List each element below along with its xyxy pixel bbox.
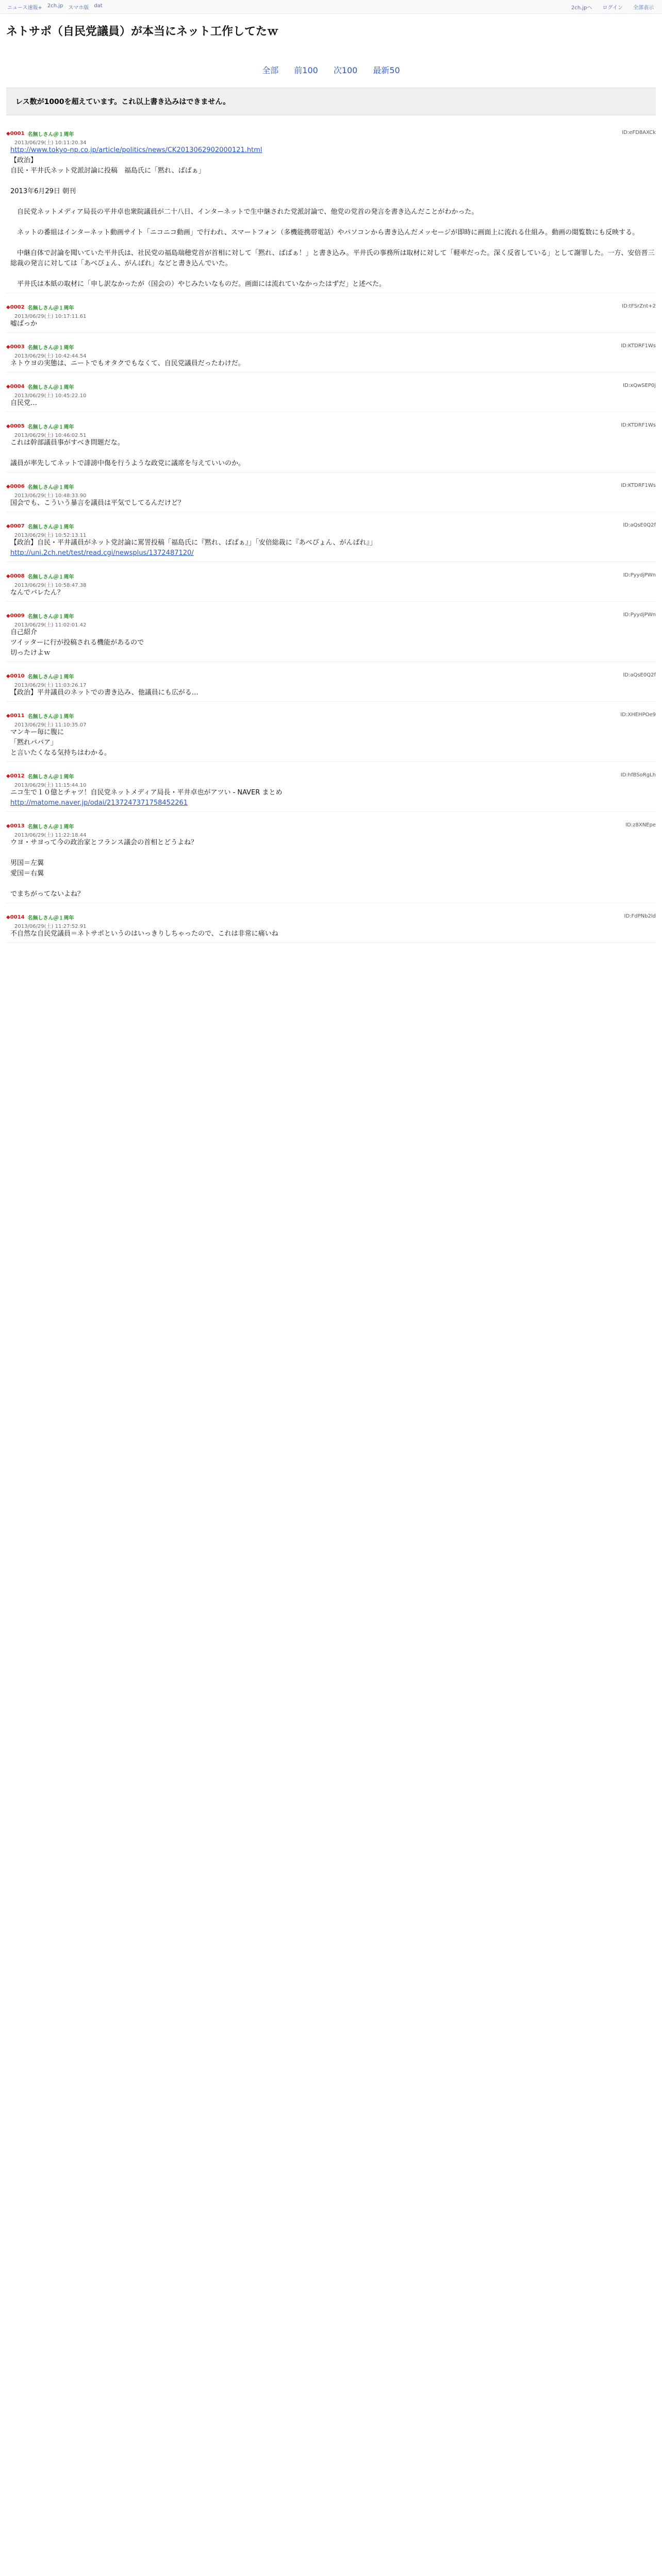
post-number[interactable]: ◆0012 <box>6 773 25 779</box>
post-header <box>6 382 656 391</box>
nav-all[interactable]: 全部 <box>262 65 279 75</box>
post-date: 2013/06/29(土) 10:45:22.10 <box>14 393 87 399</box>
post <box>6 342 656 372</box>
post-body: これは幹部議員事がすべき問題だな。 議員が率先してネットで誹謗中傷を行うような政党に議席を与えていいのか。 <box>10 439 245 467</box>
post-number[interactable]: ◆0005 <box>6 423 25 429</box>
poster-name: 名無しさん＠１周年 <box>27 345 74 351</box>
post <box>6 129 656 293</box>
post-number[interactable]: ◆0002 <box>6 304 25 310</box>
post-number[interactable]: ◆0004 <box>6 383 25 389</box>
post-number[interactable]: ◆0009 <box>6 613 25 619</box>
post-number[interactable]: ◆0003 <box>6 344 25 350</box>
poster-id[interactable]: ID:KTDRF1Ws <box>621 343 656 349</box>
post-date: 2013/06/29(土) 10:52:13.11 <box>14 533 87 538</box>
post-separator <box>6 601 656 602</box>
poster-name: 名無しさん＠１周年 <box>27 614 74 620</box>
top-right-link[interactable]: ログイン <box>602 5 623 11</box>
poster-id[interactable]: ID:PyydjPWn <box>623 612 656 618</box>
top-bar <box>0 0 662 14</box>
post-number[interactable]: ◆0007 <box>6 523 25 529</box>
post <box>6 382 656 412</box>
top-links <box>0 3 103 11</box>
post-header <box>6 482 656 491</box>
post-link[interactable]: http://uni.2ch.net/test/read.cgi/newsplus/1372487120/ <box>10 549 194 557</box>
post <box>6 482 656 512</box>
post-header <box>6 571 656 581</box>
top-link[interactable]: ニュース速報+ <box>7 5 42 11</box>
post-number[interactable]: ◆0010 <box>6 673 25 679</box>
poster-id[interactable]: ID:KTDRF1Ws <box>621 422 656 428</box>
poster-id[interactable]: ID:hfBSoRgLh <box>620 772 656 778</box>
post-body: 自己紹介 ツイッターに行が投稿される機能があるので 切ったけよｗ <box>10 629 144 657</box>
post-body: ネトウヨの実態は、ニートでもオタクでもなくて、自民党議員だったわけだ。 <box>10 360 245 367</box>
poster-name: 名無しさん＠１周年 <box>27 305 74 311</box>
post-number[interactable]: ◆0006 <box>6 483 25 489</box>
post-date: 2013/06/29(土) 11:02:01.42 <box>14 622 87 628</box>
post-link[interactable]: http://www.tokyo-np.co.jp/article/politics/news/CK2013062902000121.html <box>10 146 262 154</box>
post-body: 【政治】自民・平井議員がネット党討論に罵詈投稿「福島氏に『黙れ、ばばぁ』」「安倍総裁に『あべぴょん、がんばれ』」 http://uni.2ch.net/test/read.cgi/newsplus/1372487120/ <box>10 539 377 557</box>
post-separator <box>6 761 656 762</box>
post-body: http://www.tokyo-np.co.jp/article/politics/news/CK2013062902000121.html 【政治】 自民・平井氏ネット党派討論に投稿 福島氏に「黙れ、ばばぁ」 2013年6月29日 朝刊 自民党ネットメディア局長の平井卓也衆院議員が二十八日、インターネットで生中継された党派討論で、他党の党首の発言を書き込んだことがわかった。 ネットの番組はインターネット動画サイト「ニコニコ動画」で行われ、スマートフォン（多機能携帯電話）やパソコンから書き込んだメッセージが即時に画面上に流れる仕組み。動画の閲覧数にも反映する。 中継自体で討論を聞いていた平井氏は、社民党の福島瑞穂党首が首相に対して「黙れ、ばばぁ！」と書き込み。平井氏の事務所は取材に対して「軽率だった。深く反省している」として謝罪した。一方、安倍晋三総裁の発言に対しては「あべぴょん、がんばれ」などと書き込んでいた。 平井氏は本紙の取材に「申し訳なかったが（国会の）やじみたいなものだ。画面には流れていなかったはずだ」と述べた。 <box>10 146 655 288</box>
post-header <box>6 912 656 922</box>
post <box>6 771 656 812</box>
poster-id[interactable]: ID:KTDRF1Ws <box>621 483 656 488</box>
post-header <box>6 611 656 620</box>
pagination-nav <box>0 64 662 76</box>
post <box>6 912 656 943</box>
post <box>6 711 656 762</box>
top-right <box>571 3 662 11</box>
post-header <box>6 771 656 781</box>
nav-next100[interactable]: 次100 <box>333 65 358 75</box>
poster-name: 名無しさん＠１周年 <box>27 714 74 720</box>
poster-id[interactable]: ID:FdPNb2ld <box>624 913 656 919</box>
post-number[interactable]: ◆0001 <box>6 130 25 137</box>
post <box>6 421 656 472</box>
post-limit-notice: レス数が1000を超えています。これ以上書き込みはできません。 <box>6 88 656 115</box>
poster-id[interactable]: ID:PyydjPWn <box>623 572 656 578</box>
post-body: なんでバレたん？ <box>10 589 64 597</box>
nav-prev100[interactable]: 前100 <box>294 65 318 75</box>
poster-name: 名無しさん＠１周年 <box>27 774 74 780</box>
poster-name: 名無しさん＠１周年 <box>27 574 74 580</box>
post-list <box>6 129 656 952</box>
post <box>6 302 656 333</box>
poster-name: 名無しさん＠１周年 <box>27 131 74 138</box>
post-separator <box>6 942 656 943</box>
poster-id[interactable]: ID:xQwSEP0j <box>623 383 656 388</box>
poster-name: 名無しさん＠１周年 <box>27 524 74 530</box>
nav-latest50[interactable]: 最新50 <box>373 65 400 75</box>
post-header <box>6 302 656 312</box>
post-number[interactable]: ◆0013 <box>6 823 25 829</box>
top-right-link[interactable]: 2ch.jpへ <box>571 5 592 11</box>
post-link[interactable]: http://matome.naver.jp/odai/2137247371758452261 <box>10 799 188 807</box>
top-link[interactable]: 2ch.jp <box>47 3 63 9</box>
post-date: 2013/06/29(土) 10:11:20.34 <box>14 140 87 146</box>
post <box>6 521 656 562</box>
poster-name: 名無しさん＠１周年 <box>27 484 74 490</box>
post-date: 2013/06/29(土) 11:15:44.10 <box>14 783 87 788</box>
poster-name: 名無しさん＠１周年 <box>27 915 74 921</box>
post-body: 【政治】平井議員のネットでの書き込み、他議員にも広がる… <box>10 689 198 697</box>
poster-name: 名無しさん＠１周年 <box>27 384 74 391</box>
post-header <box>6 521 656 531</box>
post-header <box>6 671 656 681</box>
post-body: 国会でも、こういう暴言を議員は平気でしてるんだけど？ <box>10 499 185 507</box>
poster-name: 名無しさん＠１周年 <box>27 824 74 830</box>
poster-id[interactable]: ID:XHEHPOe9 <box>620 712 656 718</box>
post-body: ニコ生で１０億とチャツ！自民党ネットメディア局長・平井卓也がアツい - NAVER まとめ http://matome.naver.jp/odai/2137247371758452261 <box>10 789 283 807</box>
post-header <box>6 711 656 720</box>
post-number[interactable]: ◆0014 <box>6 914 25 920</box>
post-date: 2013/06/29(土) 10:42:44.54 <box>14 353 87 359</box>
post-date: 2013/06/29(土) 10:17:11.61 <box>14 314 87 319</box>
post <box>6 671 656 702</box>
post-date: 2013/06/29(土) 10:48:33.90 <box>14 493 87 499</box>
poster-id[interactable]: ID:aQsE0Q2f <box>623 522 656 528</box>
poster-id[interactable]: ID:aQsE0Q2f <box>623 672 656 678</box>
post-body: マンキー毎に腹に 「黙れババア」 と言いたくなる気持ちはわかる。 <box>10 728 111 757</box>
poster-name: 名無しさん＠１周年 <box>27 674 74 680</box>
poster-name: 名無しさん＠１周年 <box>27 424 74 430</box>
post-body: ウヨ・サヨって今の政治家とフランス議会の首相とどうよね？ 男国＝左翼 愛国＝右翼 でまちがってないよね？ <box>10 839 198 898</box>
post-header <box>6 421 656 431</box>
poster-id[interactable]: ID:z8XNEpe <box>625 822 656 828</box>
post-date: 2013/06/29(土) 11:22:18.44 <box>14 833 87 838</box>
post <box>6 611 656 662</box>
post-separator <box>6 332 656 333</box>
poster-id[interactable]: ID:tFSrZnt+2 <box>622 303 656 309</box>
post-number[interactable]: ◆0008 <box>6 573 25 579</box>
thread-title: ネトサポ（自民党議員）が本当にネット工作してたｗ <box>6 25 279 38</box>
post-date: 2013/06/29(土) 10:46:02.51 <box>14 433 87 438</box>
post-header <box>6 821 656 831</box>
post-number[interactable]: ◆0011 <box>6 713 25 719</box>
post-date: 2013/06/29(土) 11:03:26.17 <box>14 683 87 688</box>
post-separator <box>6 811 656 812</box>
post-header <box>6 129 656 138</box>
top-link[interactable]: dat <box>94 3 103 9</box>
post <box>6 571 656 602</box>
post-body: 不自然な自民党議員＝ネトサポというのはいっきりしちゃったので、これは非常に痛いね <box>10 930 278 938</box>
post-separator <box>6 701 656 702</box>
top-link[interactable]: スマホ版 <box>68 5 89 11</box>
poster-id[interactable]: ID:eFD8AXCk <box>622 130 656 135</box>
post-body: 自民党… <box>10 399 38 407</box>
post-date: 2013/06/29(土) 11:10:35.07 <box>14 722 87 728</box>
post <box>6 821 656 903</box>
top-right-link[interactable]: 全部表示 <box>633 5 654 11</box>
post-date: 2013/06/29(土) 10:58:47.38 <box>14 583 87 588</box>
post-header <box>6 342 656 351</box>
post-body: 嘘ばっか <box>10 320 38 328</box>
post-date: 2013/06/29(土) 11:27:52.91 <box>14 924 87 929</box>
